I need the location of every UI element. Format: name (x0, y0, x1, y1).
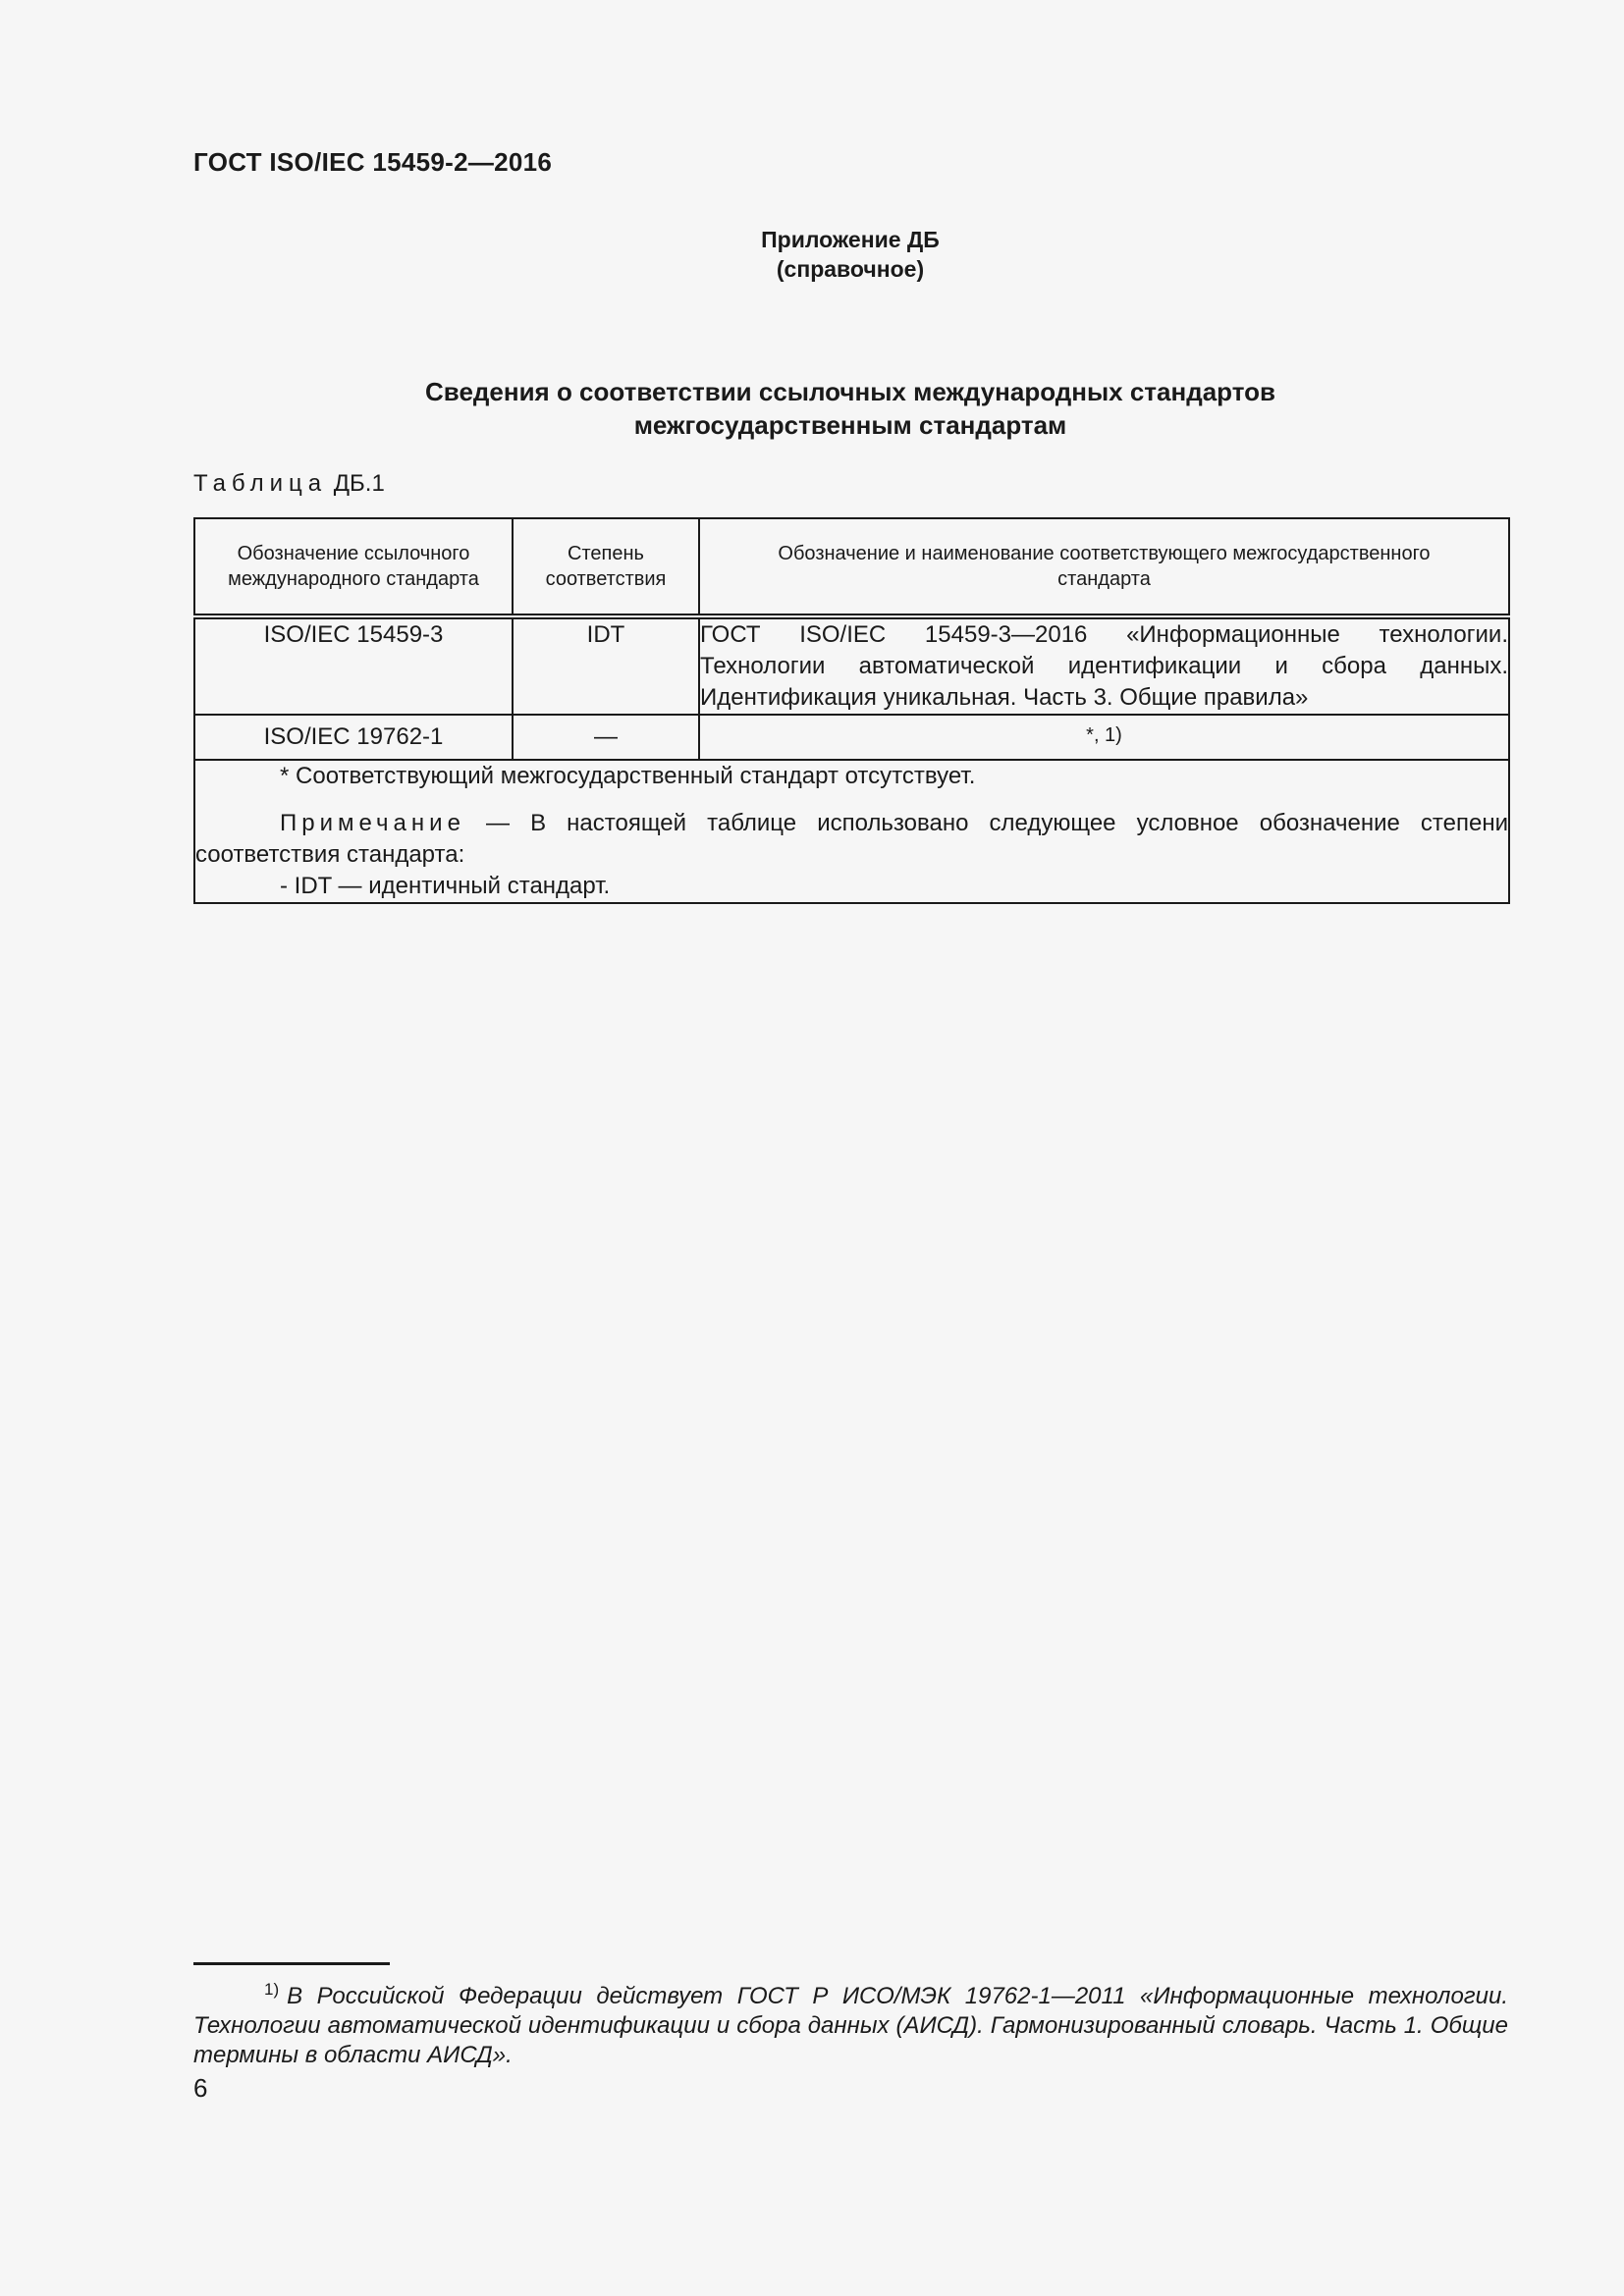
cell-reference: ISO/IEC 19762-1 (194, 715, 513, 760)
annex-heading (193, 225, 1507, 284)
cell-national: ГОСТ ISO/IEC 15459-3—2016 «Информационные технологии. Технологии автоматической идентификации и сбора данных. Идентификация уникальная. Часть 3. Общие правила» (699, 616, 1509, 715)
annex-subtitle: (справочное) (776, 256, 925, 282)
annex-title: Приложение ДБ (761, 227, 940, 252)
table-label-word: Таблица (193, 470, 328, 497)
cell-reference: ISO/IEC 15459-3 (194, 616, 513, 715)
column-header-reference: Обозначение ссылочного международного стандарта (194, 518, 513, 616)
asterisk-note: * Соответствующий межгосударственный стандарт отсутствует. (280, 763, 976, 789)
section-title (193, 375, 1507, 442)
table-notes-row (194, 760, 1509, 903)
table-notes (194, 760, 1509, 903)
section-title-line-1: Сведения о соответствии ссылочных международных стандартов (425, 377, 1275, 406)
section-title-line-2: межгосударственным стандартам (633, 410, 1067, 440)
document-code-header: ГОСТ ISO/IEC 15459-2—2016 (193, 147, 553, 177)
table-row (194, 715, 1509, 760)
cell-national: *, 1) (699, 715, 1509, 760)
table-label (193, 470, 385, 498)
table-row (194, 616, 1509, 715)
footnote-divider (193, 1962, 390, 1965)
note-item: - IDT — идентичный стандарт. (280, 873, 611, 899)
footnote-marker: 1) (264, 1980, 280, 1999)
correspondence-table (193, 517, 1510, 904)
cell-degree: — (513, 715, 699, 760)
note-label: Примечание (280, 810, 465, 836)
cell-degree: IDT (513, 616, 699, 715)
footnote-text: В Российской Федерации действует ГОСТ Р ИСО/МЭК 19762-1—2011 «Информационные технологии. Технологии автоматической идентификации и сбора данных (АИСД). Гармонизированный словарь. Часть 1. Общие термины в области АИСД». (193, 1983, 1508, 2068)
column-header-national: Обозначение и наименование соответствующего межгосударственного стандарта (699, 518, 1509, 616)
footnote (193, 1975, 1508, 2070)
table-header-row (194, 518, 1509, 616)
note-text: — В настоящей таблице использовано следующее условное обозначение степени соответствия стандарта: (195, 810, 1508, 868)
table-note (195, 808, 1508, 871)
table-label-number: ДБ.1 (333, 470, 385, 497)
page-number: 6 (193, 2073, 208, 2103)
column-header-degree: Степень соответствия (513, 518, 699, 616)
